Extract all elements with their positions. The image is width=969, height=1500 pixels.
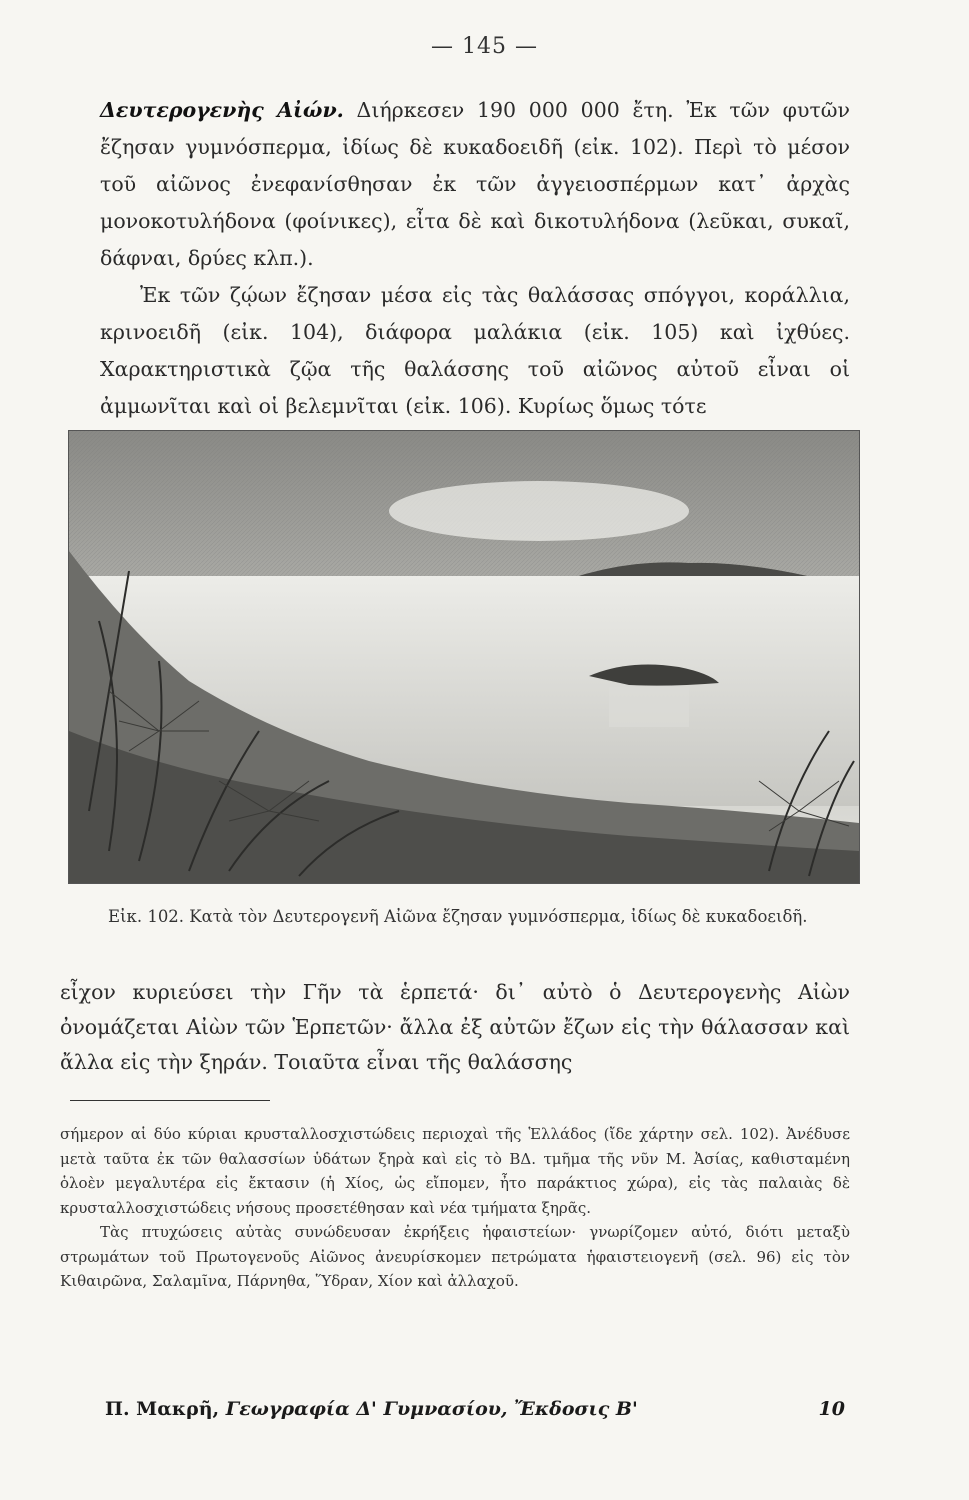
intro-paragraph (100, 92, 850, 277)
page-number: — 145 — (431, 34, 538, 59)
landscape-engraving (69, 431, 859, 883)
footer-title: Γεωγραφία Δ' Γυμνασίου, Ἔκδοσις Β' (225, 1398, 638, 1420)
footnote-2: Τὰς πτυχώσεις αὐτὰς συνώδευσαν ἐκρήξεις ἡφαιστείων· γνωρίζομεν αὐτό, διότι μεταξὺ στρωμάτων τοῦ Πρωτογενοῦς Αἰῶνος ἀνευρίσκομεν πετρώματα ἡφαιστειογενῆ (σελ. 96) εἰς τὸν Κιθαιρῶνα, Σαλαμῖνα, Πάρνηθα, Ὕδραν, Χίον καὶ ἀλλαχοῦ. (60, 1223, 850, 1290)
continuation-paragraph: εἶχον κυριεύσει τὴν Γῆν τὰ ἑρπετά· δι᾽ αὐτὸ ὁ Δευτερογενὴς Αἰὼν ὀνομάζεται Αἰὼν τῶν Ἑρπετῶν· ἄλλα ἐξ αὐτῶν ἔζων εἰς τὴν θάλασσαν καὶ ἄλλα εἰς τὴν ξηράν. Τοιαῦτα εἶναι τῆς θαλάσσης (60, 980, 850, 1074)
page-footer (105, 1398, 845, 1420)
section-heading: Δευτερογενὴς Αἰών. (100, 98, 344, 122)
footnote-1: σήμερον αἱ δύο κύριαι κρυσταλλοσχιστώδεις περιοχαὶ τῆς Ἑλλάδος (ἴδε χάρτην σελ. 102). Ἀνέδυσε μετὰ ταῦτα ἐκ τῶν θαλασσίων ὑδάτων ξηρὰ καὶ εἰς τὸ ΒΔ. τμῆμα τῆς νῦν Μ. Ἀσίας, καθισταμένη ὁλοὲν μεγαλυτέρα εἰς ἔκτασιν (ἡ Χίος, ὡς εἴπομεν, ἦτο παράκτιος χώρα), εἰς τὰς παλαιὰς δὲ κρυσταλλοσχιστώδεις νήσους προσετέθησαν καὶ νέα τμήματα ξηρᾶς. (60, 1125, 850, 1217)
animals-paragraph: Ἐκ τῶν ζῴων ἔζησαν μέσα εἰς τὰς θαλάσσας σπόγγοι, κοράλλια, κρινοειδῆ (εἰκ. 104), διάφορα μαλάκια (εἰκ. 105) καὶ ἰχθύες. Χαρακτηριστικὰ ζῷα τῆς θαλάσσης τοῦ αἰῶνος αὐτοῦ εἶναι οἱ ἀμμωνῖται καὶ οἱ βελεμνῖται (εἰκ. 106). Κυρίως ὅμως τότε (100, 283, 850, 418)
continuation-text (60, 975, 850, 1080)
footer-author: Π. Μακρῆ, (105, 1398, 220, 1420)
figure-102-illustration (68, 430, 860, 884)
footer-sheet-number: 10 (818, 1398, 845, 1420)
footnotes (60, 1122, 850, 1294)
footnote-divider (70, 1100, 270, 1101)
main-text (100, 92, 850, 425)
footer-book-info (105, 1398, 638, 1420)
figure-caption: Εἰκ. 102. Κατὰ τὸν Δευτερογενῆ Αἰῶνα ἔζησαν γυμνόσπερμα, ἰδίως δὲ κυκαδοειδῆ. (108, 907, 808, 926)
intro-text: Διήρκεσεν 190 000 000 ἔτη. Ἐκ τῶν φυτῶν ἔζησαν γυμνόσπερμα, ἰδίως δὲ κυκαδοειδῆ (εἰκ. 102). Περὶ τὸ μέσον τοῦ αἰῶνος ἐνεφανίσθησαν ἐκ τῶν ἀγγειοσπέρμων κατ᾽ ἀρχὰς μονοκοτυλήδονα (φοίνικες), εἶτα δὲ καὶ δικοτυλήδονα (λεῦκαι, συκαῖ, δάφναι, δρύες κλπ.). (100, 98, 850, 270)
